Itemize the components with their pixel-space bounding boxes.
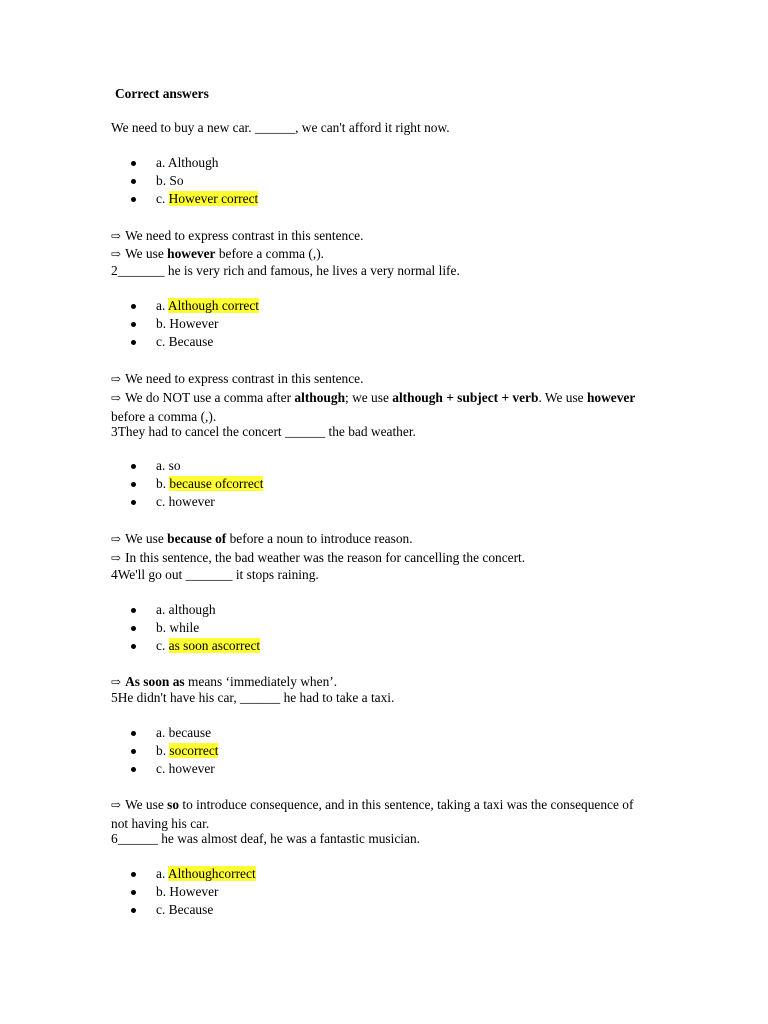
explanation-3a: ⇨ We use because of before a noun to introduce reason. [111, 531, 413, 546]
question-3-text: 3They had to cancel the concert ______ the bad weather. [111, 424, 416, 439]
bullet-icon [131, 179, 136, 184]
option-4a: a. although [131, 601, 260, 619]
bullet-icon [131, 500, 136, 505]
bullet-icon [131, 482, 136, 487]
bullet-icon [131, 322, 136, 327]
arrow-icon: ⇨ [111, 532, 122, 546]
question-5-options [131, 724, 218, 779]
bullet-icon [131, 872, 136, 877]
arrow-icon: ⇨ [111, 798, 122, 812]
option-6b: b. However [131, 883, 256, 901]
question-2-options [131, 297, 259, 352]
arrow-icon: ⇨ [111, 229, 122, 243]
option-4c-correct: c. as soon ascorrect [131, 637, 260, 655]
bullet-icon [131, 161, 136, 166]
option-1a: a. Although [131, 154, 258, 172]
correct-answer-highlight: because ofcorrect [169, 476, 264, 492]
question-2-text: 2_______ he is very rich and famous, he lives a very normal life. [111, 263, 460, 278]
option-2a-correct: a. Although correct [131, 297, 259, 315]
bullet-icon [131, 731, 136, 736]
bullet-icon [131, 890, 136, 895]
option-6a-correct: a. Althoughcorrect [131, 865, 256, 883]
option-4b: b. while [131, 619, 260, 637]
correct-answer-highlight: socorrect [169, 743, 219, 759]
bullet-icon [131, 767, 136, 772]
arrow-icon: ⇨ [111, 372, 122, 386]
explanation-5a: ⇨ We use so to introduce consequence, and in this sentence, taking a taxi was the consequence of not having his car. [111, 797, 634, 831]
option-6c: c. Because [131, 901, 256, 919]
option-1c-correct: c. However correct [131, 190, 258, 208]
bullet-icon [131, 749, 136, 754]
option-1b: b. So [131, 172, 258, 190]
explanation-1a: ⇨ We need to express contrast in this sentence. [111, 228, 364, 243]
page-title: Correct answers [115, 86, 209, 101]
question-4-options [131, 601, 260, 656]
option-3b-correct: b. because ofcorrect [131, 475, 263, 493]
bullet-icon [131, 626, 136, 631]
option-3a: a. so [131, 457, 263, 475]
explanation-2b: ⇨ We do NOT use a comma after although; we use although + subject + verb. We use however before a comma (,). [111, 390, 636, 424]
bullet-icon [131, 197, 136, 202]
question-1-options [131, 154, 258, 209]
explanation-2a: ⇨ We need to express contrast in this sentence. [111, 371, 364, 386]
option-3c: c. however [131, 493, 263, 511]
arrow-icon: ⇨ [111, 391, 122, 405]
option-5b-correct: b. socorrect [131, 742, 218, 760]
question-6-text: 6______ he was almost deaf, he was a fantastic musician. [111, 831, 421, 846]
bullet-icon [131, 340, 136, 345]
question-1-text: We need to buy a new car. ______, we can't afford it right now. [111, 120, 450, 135]
arrow-icon: ⇨ [111, 551, 122, 565]
option-2c: c. Because [131, 333, 259, 351]
option-5a: a. because [131, 724, 218, 742]
explanation-4a: ⇨ As soon as means ‘immediately when’. [111, 674, 338, 689]
explanation-3b: ⇨ In this sentence, the bad weather was the reason for cancelling the concert. [111, 550, 526, 565]
correct-answer-highlight: Althoughcorrect [167, 866, 256, 881]
bullet-icon [131, 608, 136, 613]
option-2b: b. However [131, 315, 259, 333]
bullet-icon [131, 304, 136, 309]
correct-answer-highlight: as soon ascorrect [168, 638, 261, 654]
correct-answer-highlight: Although correct [167, 298, 260, 313]
bullet-icon [131, 644, 136, 649]
explanation-1b: ⇨ We use however before a comma (,). [111, 246, 325, 261]
option-5c: c. however [131, 760, 218, 778]
bullet-icon [131, 464, 136, 469]
question-5-text: 5He didn't have his car, ______ he had to take a taxi. [111, 690, 395, 705]
question-6-options [131, 865, 256, 920]
arrow-icon: ⇨ [111, 675, 122, 689]
question-4-text: 4We'll go out _______ it stops raining. [111, 567, 319, 582]
correct-answer-highlight: However correct [168, 191, 259, 207]
bullet-icon [131, 908, 136, 913]
arrow-icon: ⇨ [111, 247, 122, 261]
question-3-options [131, 457, 263, 512]
